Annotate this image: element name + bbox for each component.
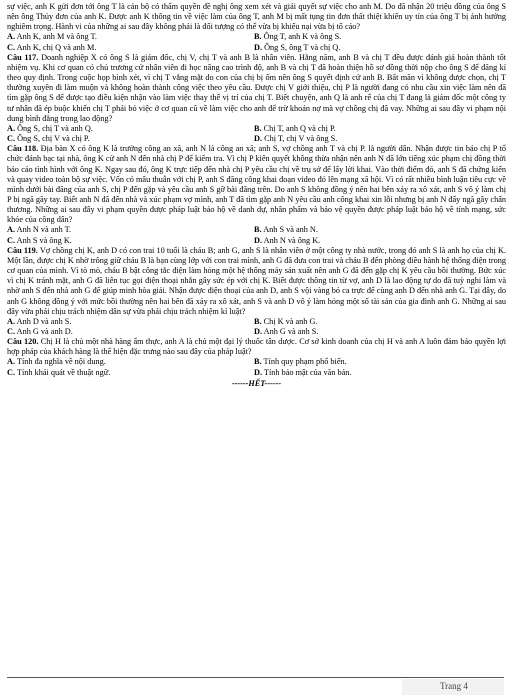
option-b: B. Chị K và anh G. [254,316,318,326]
option-a: A. Anh N và anh T. [7,225,72,235]
option-c: C. Anh G và anh D. [7,327,73,336]
option-b: B. Tính quy phạm phổ biến. [254,357,347,367]
option-d: D. Anh N và ông K. [254,235,321,245]
option-a: A. Ông S, chị T và anh Q. [7,123,93,133]
option-d: D. Anh G và anh S. [254,327,319,336]
page-number: Trang 4 [440,681,468,691]
question-120: Câu 120. Chị H là chủ một nhà hàng ẩm thực, anh A là chủ một đại lý thuốc tân dược. Cơ sở kinh doanh của chị H và anh A luôn đảm bảo quyền lợi hợp pháp của khách hàng là thể hiện đặc trưng nào sau đây của pháp luật? [7,337,507,357]
question-117: Câu 117. Doanh nghiệp X có ông S là giám đốc, chị V, chị T và anh B là nhân viên. Hằng năm, anh B và chị T đều được đánh giá hoàn thành tốt nhiệm vụ. Khi cơ quan có chủ trương cử nhân viên đi học nâng cao trình độ, anh B và chị T đã hoàn thiện hồ sơ đồng thời nộp cho ông S để đăng kí theo quy định. Trong cuộc họp bình xét, vì chị T vắng mặt do con của chị bị ốm nên ông S quyết định cử anh B. Bất mãn vì không được chọn, chị T thường xuyên đi làm muộn và không hoàn thành công việc theo yêu cầu. Được chị V giới thiệu, chị P là người đang có nhu cầu xin việc làm nên đã tìm gặp ông S để được tạo điều kiện nhận vào làm việc thay thế vị trí của chị T. Biết chuyện, anh Q là anh rể của chị T đang là giám đốc một công ty tư nhân đã ép buộc khiến chị T phải bỏ việc ở cơ quan cũ về làm việc cho anh để trừ khoản nợ mà vợ chồng chị đã vay. Những ai sau đây vi phạm nội dung bình đẳng trong lao động? [7,52,506,123]
option-d: D. Tính bảo mật của văn bản. [254,367,352,377]
question-117-options [7,124,506,144]
option-d: D. Ông S, ông T và chị Q. [254,42,341,52]
option-a: A. Tính đa nghĩa về nội dung. [7,357,106,367]
question-118-options [7,225,506,245]
question-118: Câu 118. Địa bàn X có ông K là trưởng công an xã, anh N là công an xã; anh S, vợ chồng anh T và chị P. là người dân. Nhận được tin báo chị P tổ chức đánh bạc tại nhà, ông K cử anh N đến nhà chị P để kiểm tra. Vì chị P kiên quyết không thừa nhận nên anh N đã lớn tiếng xúc phạm chị đồng thời bảo cáo tình hình với ông K. Ngay sau đó, ông K trực tiếp đến nhà chị P yêu cầu chị về trụ sở để lấy lời khai. Vào thời điểm đó, anh S đã chứng kiến và quay video toàn bộ sự việc. Vốn có mâu thuẫn với chị P, anh S đăng công khai đoạn video đó lên mạng xã hội. Vì có rất nhiều bình luận tiêu cực về mình dưới bài đăng của anh S, chị P đến gặp và yêu cầu anh S gỡ bài đăng trên. Do anh S không đồng ý nên hai bên xảy ra xô xát, anh S vô ý làm chị P bị ngã gãy tay. Biết anh N đã đến nhà và xúc phạm vợ mình, anh T đã tìm gặp anh N yêu cầu anh công khai xin lỗi nhưng bị anh N đẩy ngã gây chấn thương. Những ai sau đây vi phạm quyền được pháp luật bảo hộ về danh dự, nhân phẩm và bảo vệ quyền được pháp luật bảo hộ về tính mạng, sức khỏe của công dân? [7,144,507,225]
question-119: Câu 119. Vợ chồng chị K, anh D có con trai 10 tuổi là cháu B; anh G, anh S là nhân viên ở một công ty nhà nước, trong đó anh S là anh họ của chị K. Một lần, được chị K nhờ trông giữ cháu B là bạn cùng lớp với con trai mình, anh G đã đưa con trai và cháu B đến phòng điều hành hệ thống điện trong cơ quan của mình. Vì tò mò, cháu B bật công tắc điện làm hỏng một hệ thống máy sản xuất nên anh G đã đến gặp chị K yêu cầu bồi thường. Bức xúc vì chị K tránh mặt, anh G đã liên tục gọi điện thoại nhắn gây sức ép với chị K. Biết được thông tin từ vợ, anh D là lao động tự do đã tuỳ nghi làm và nhờ anh S đến nhà anh G để giúp minh hòa giải. Nhận được điện thoại của anh D, anh S vội vàng bỏ ca trực để cùng anh D đến nhà anh G. Tại đây, do anh G không đồng ý với mức bồi thường nên hai bên đã xảy ra xô xát, anh S và anh D vô ý làm hỏng một số tài sản của gia đình anh G. Những ai sau đây vừa phải chịu trách nhiệm dân sự vừa phải chịu trách nhiệm kỉ luật? [7,245,506,316]
option-a: A. Anh K, anh M và ông T. [7,32,97,42]
option-b: B. Anh S và anh N. [254,225,318,235]
end-marker: ------HẾT------ [231,378,282,388]
option-c: C. Anh K, chị Q và anh M. [7,42,97,52]
option-b: B. Chị T, anh Q và chị P. [254,123,336,133]
option-c: C. Tính khái quát về thuật ngữ. [7,367,111,377]
intro-options [7,32,506,52]
exam-page [7,2,506,389]
option-c: C. Ông S, chị V và chị P. [7,134,90,144]
question-119-options [7,317,506,337]
option-b: B. Ông T, anh K và ông S. [254,32,342,42]
option-d: D. Chị T, chị V và ông S. [254,134,338,144]
option-c: C. Anh S và ông K. [7,235,72,245]
question-120-options [7,357,506,377]
footer-divider [7,677,504,678]
option-a: A. Anh D và anh S. [7,316,72,326]
intro-text: sự việc, anh K gửi đơn tới ông T là cán bộ có thẩm quyền đề nghị ông xem xét và giải quyết sự việc cho anh M. Do đã nhận 20 triệu đồng của ông S nên ông Thủy đơn của anh K. Được anh K thông tin về việc làm của ông T, anh M bị mất tụng tin đơn thất thiệt khiến uy tín của ông T bị ảnh hưởng nghiêm trọng. Hành vi của những ai sau đây không phải là đối tượng có thể vừa bị khiếu nại vừa bị tố cáo? [7,2,506,32]
